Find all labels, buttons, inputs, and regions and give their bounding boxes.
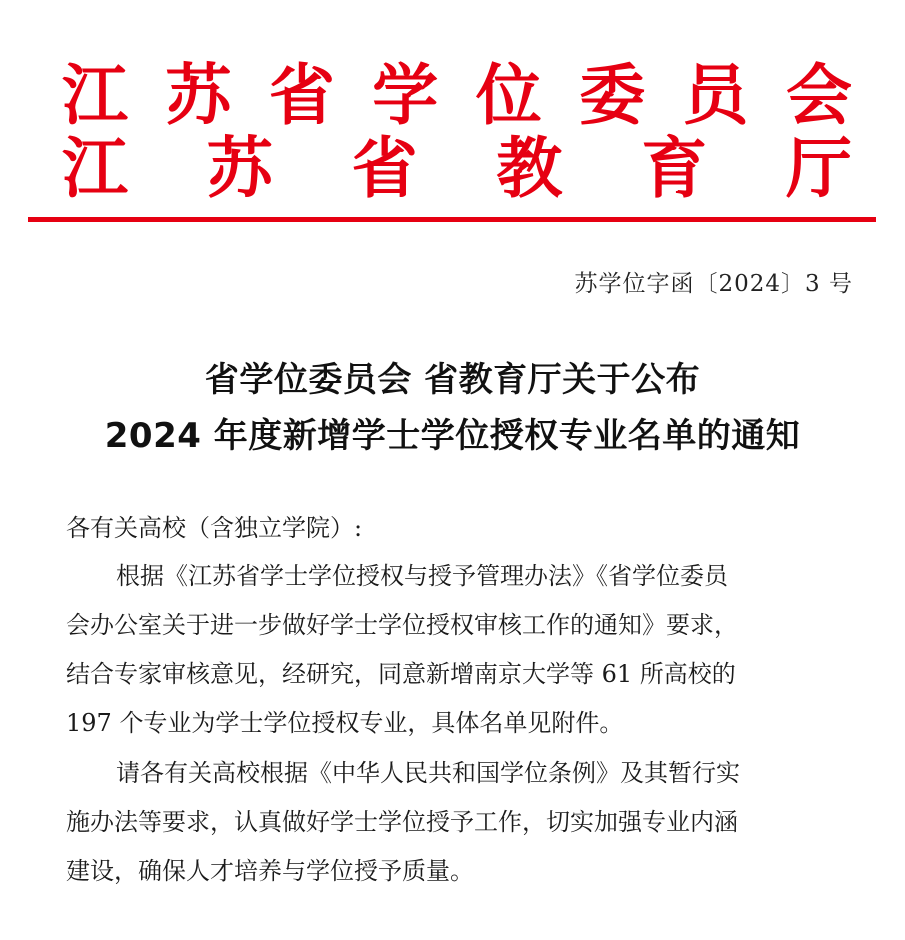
paragraph-line: 施办法等要求，认真做好学士学位授予工作，切实加强专业内涵 [66,808,738,836]
document-title-line-2: 2024 年度新增学士学位授权专业名单的通知 [104,416,801,456]
org-2-char: 育 [641,129,708,207]
paragraph-line: 结合专家审核意见，经研究，同意新增南京大学等 61 所高校的 [66,660,736,688]
org-2-char: 教 [496,129,563,207]
org-2-char: 厅 [785,129,852,207]
red-header-divider [28,217,876,222]
org-1-char: 员 [682,56,749,134]
org-1-char: 江 [62,56,128,134]
paragraph-line: 建设，确保人才培养与学位授予质量。 [66,857,474,885]
paragraph-line: 根据《江苏省学士学位授权与授予管理办法》《省学位委员 [116,562,728,590]
issuing-org-line-2 [62,129,852,207]
paragraph-line: 请各有关高校根据《中华人民共和国学位条例》及其暂行实 [116,759,740,787]
org-1-char: 位 [475,56,542,134]
org-1-char: 学 [372,56,439,134]
paragraph-line: 会办公室关于进一步做好学士学位授权审核工作的通知》要求， [66,611,738,639]
org-1-char: 委 [579,56,646,134]
org-2-char: 苏 [206,129,273,207]
document-title-line-1: 省学位委员会 省教育厅关于公布 [204,360,701,400]
salutation: 各有关高校（含独立学院）: [66,514,363,542]
org-1-char: 省 [268,56,335,134]
body-paragraph-1 [66,552,852,748]
org-2-char: 江 [62,129,128,207]
paragraph-line: 197 个专业为学士学位授权专业，具体名单见附件。 [66,709,624,737]
org-1-char: 会 [785,56,852,134]
org-2-char: 省 [351,129,418,207]
document-number: 苏学位字函〔2024〕3 号 [574,271,853,297]
body-paragraph-2 [66,749,852,896]
org-1-char: 苏 [165,56,232,134]
issuing-org-line-1 [62,56,852,134]
